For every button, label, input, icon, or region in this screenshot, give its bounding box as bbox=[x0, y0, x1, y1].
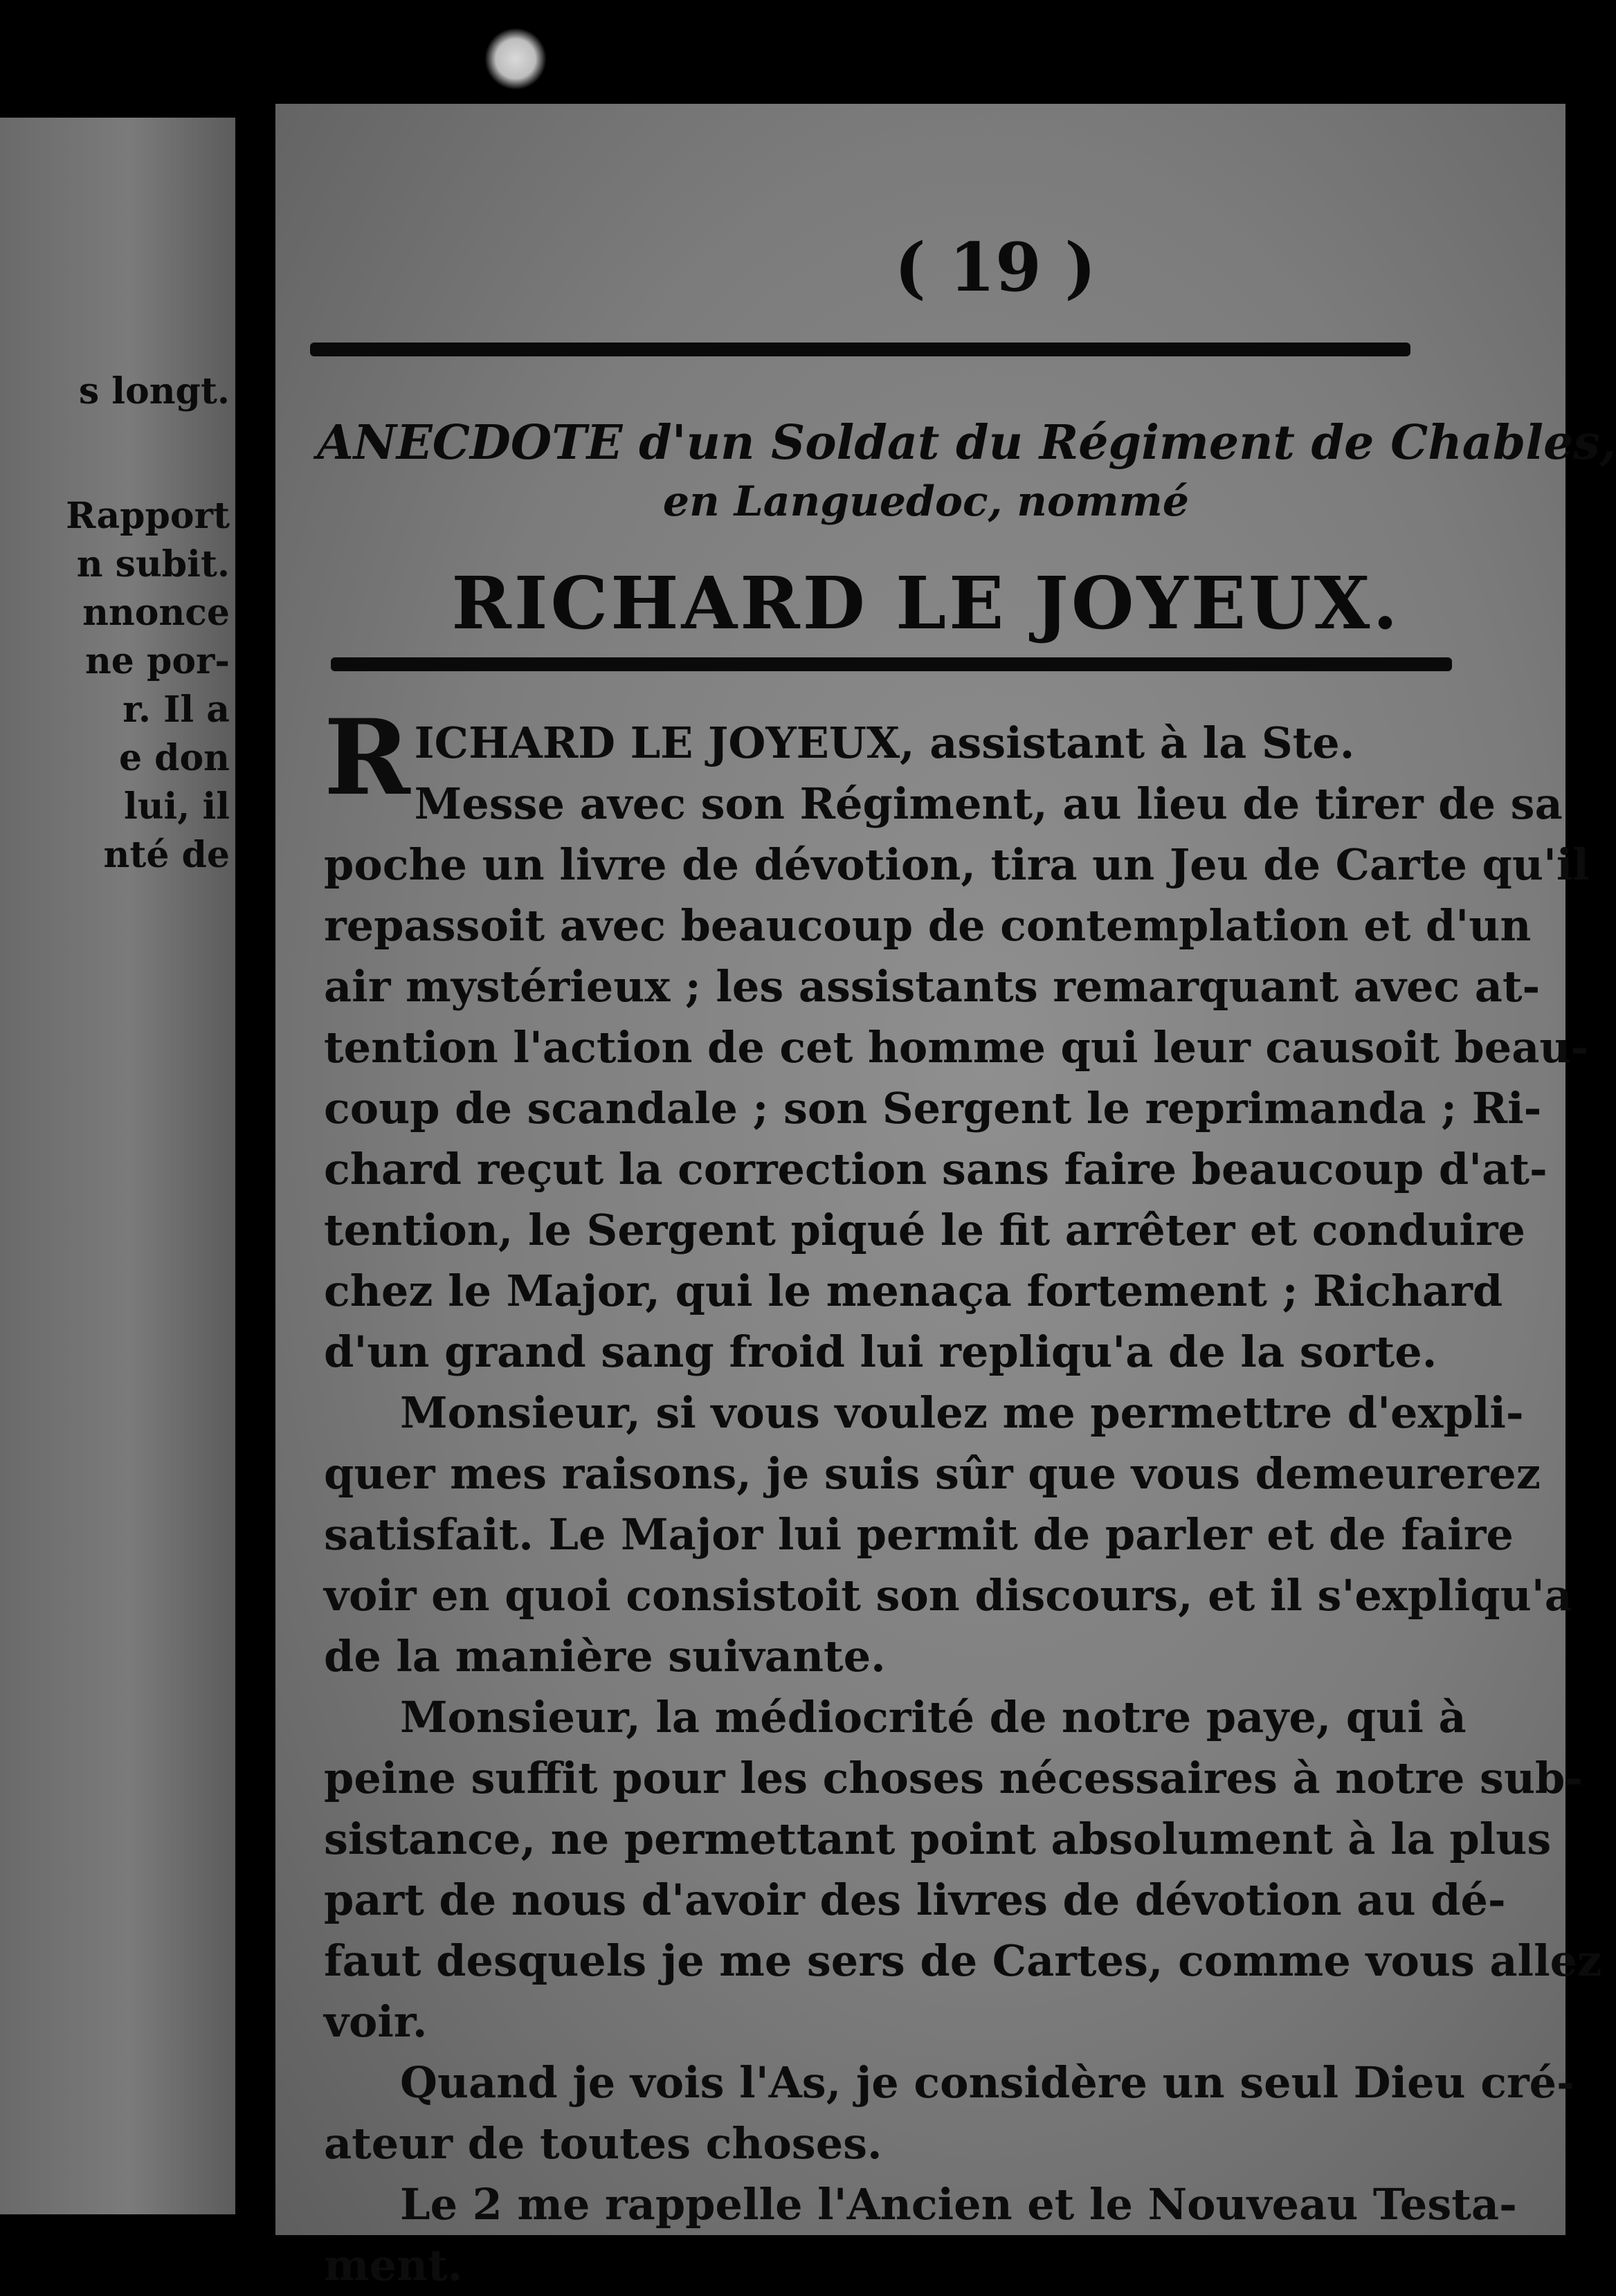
bottom-rule bbox=[331, 657, 1452, 671]
text-line: tention l'action de cet homme qui leur causoit beau- bbox=[324, 1022, 1589, 1073]
paragraph bbox=[324, 2052, 1574, 2174]
text-line: coup de scandale ; son Sergent le reprimanda ; Ri- bbox=[324, 1083, 1542, 1133]
text-line: peine suffit pour les choses nécessaires à notre sub- bbox=[324, 1753, 1583, 1803]
page-number: ( 19 ) bbox=[894, 228, 1096, 307]
anecdote-heading: ANECDOTE d'un Soldat du Régiment de Chables, bbox=[317, 415, 1616, 471]
drop-cap: R bbox=[324, 697, 410, 819]
left-page-line: lui, il bbox=[123, 785, 230, 828]
top-rule bbox=[310, 343, 1410, 356]
text-line: chez le Major, qui le menaça fortement ; Richard bbox=[324, 1266, 1503, 1316]
text-line: air mystérieux ; les assistants remarquant avec at- bbox=[324, 961, 1541, 1012]
left-page-fragment bbox=[0, 118, 235, 2214]
text-line: tention, le Sergent piqué le fit arrêter et conduire bbox=[324, 1205, 1525, 1255]
anecdote-subheading: en Languedoc, nommé bbox=[662, 477, 1190, 526]
text-line: de la manière suivante. bbox=[324, 1631, 886, 1682]
text-line: Monsieur, si vous voulez me permettre d'expli- bbox=[400, 1387, 1524, 1438]
right-page bbox=[275, 104, 1616, 2290]
text-line: voir en quoi consistoit son discours, et il s'expliqu'a bbox=[324, 1570, 1572, 1621]
text-line: poche un livre de dévotion, tira un Jeu de Carte qu'il bbox=[324, 839, 1590, 890]
left-page-line: Rapport bbox=[66, 495, 230, 537]
text-line: d'un grand sang froid lui repliqu'a de la sorte. bbox=[324, 1327, 1437, 1377]
text-line: chard reçut la correction sans faire beaucoup d'at- bbox=[324, 1144, 1547, 1194]
text-line: ateur de toutes choses. bbox=[324, 2118, 882, 2169]
left-page-line: nté de bbox=[103, 834, 230, 876]
text-line: sistance, ne permettant point absolument à la plus bbox=[324, 1814, 1552, 1864]
text-line: Le 2 me rappelle l'Ancien et le Nouveau Testa- bbox=[400, 2179, 1517, 2230]
text-line: ICHARD LE JOYEUX, assistant à la Ste. bbox=[414, 718, 1355, 768]
text-line: part de nous d'avoir des livres de dévotion au dé- bbox=[324, 1875, 1506, 1925]
paragraph bbox=[324, 1687, 1602, 2052]
text-line: Messe avec son Régiment, au lieu de tirer de sa bbox=[414, 778, 1563, 829]
left-page-line: ne por- bbox=[84, 640, 230, 682]
article-body bbox=[324, 697, 1602, 2296]
text-line: Quand je vois l'As, je considère un seul Dieu cré- bbox=[400, 2057, 1574, 2108]
paper-stain bbox=[484, 28, 547, 90]
text-line: quer mes raisons, je suis sûr que vous demeurerez bbox=[324, 1448, 1541, 1499]
left-page-line: r. Il a bbox=[122, 689, 230, 731]
left-page-line: s longt. bbox=[78, 370, 230, 412]
text-line: Monsieur, la médiocrité de notre paye, qui à bbox=[400, 1692, 1467, 1742]
text-line: ment. bbox=[324, 2240, 463, 2290]
paragraph bbox=[324, 1383, 1572, 1687]
text-line: voir. bbox=[324, 1996, 428, 2047]
text-line: faut desquels je me sers de Cartes, comme vous allez bbox=[324, 1935, 1602, 1986]
left-page-line: e don bbox=[118, 737, 230, 779]
left-page-line: nnonce bbox=[82, 592, 230, 634]
paragraph bbox=[324, 697, 1590, 1383]
paragraph bbox=[324, 2174, 1549, 2296]
page-title: RICHARD LE JOYEUX. bbox=[451, 561, 1401, 646]
left-page-line: n subit. bbox=[76, 543, 230, 585]
book-spine bbox=[235, 104, 275, 2286]
text-line: repassoit avec beaucoup de contemplation et d'un bbox=[324, 900, 1532, 951]
text-line: satisfait. Le Major lui permit de parler et de faire bbox=[324, 1509, 1514, 1560]
